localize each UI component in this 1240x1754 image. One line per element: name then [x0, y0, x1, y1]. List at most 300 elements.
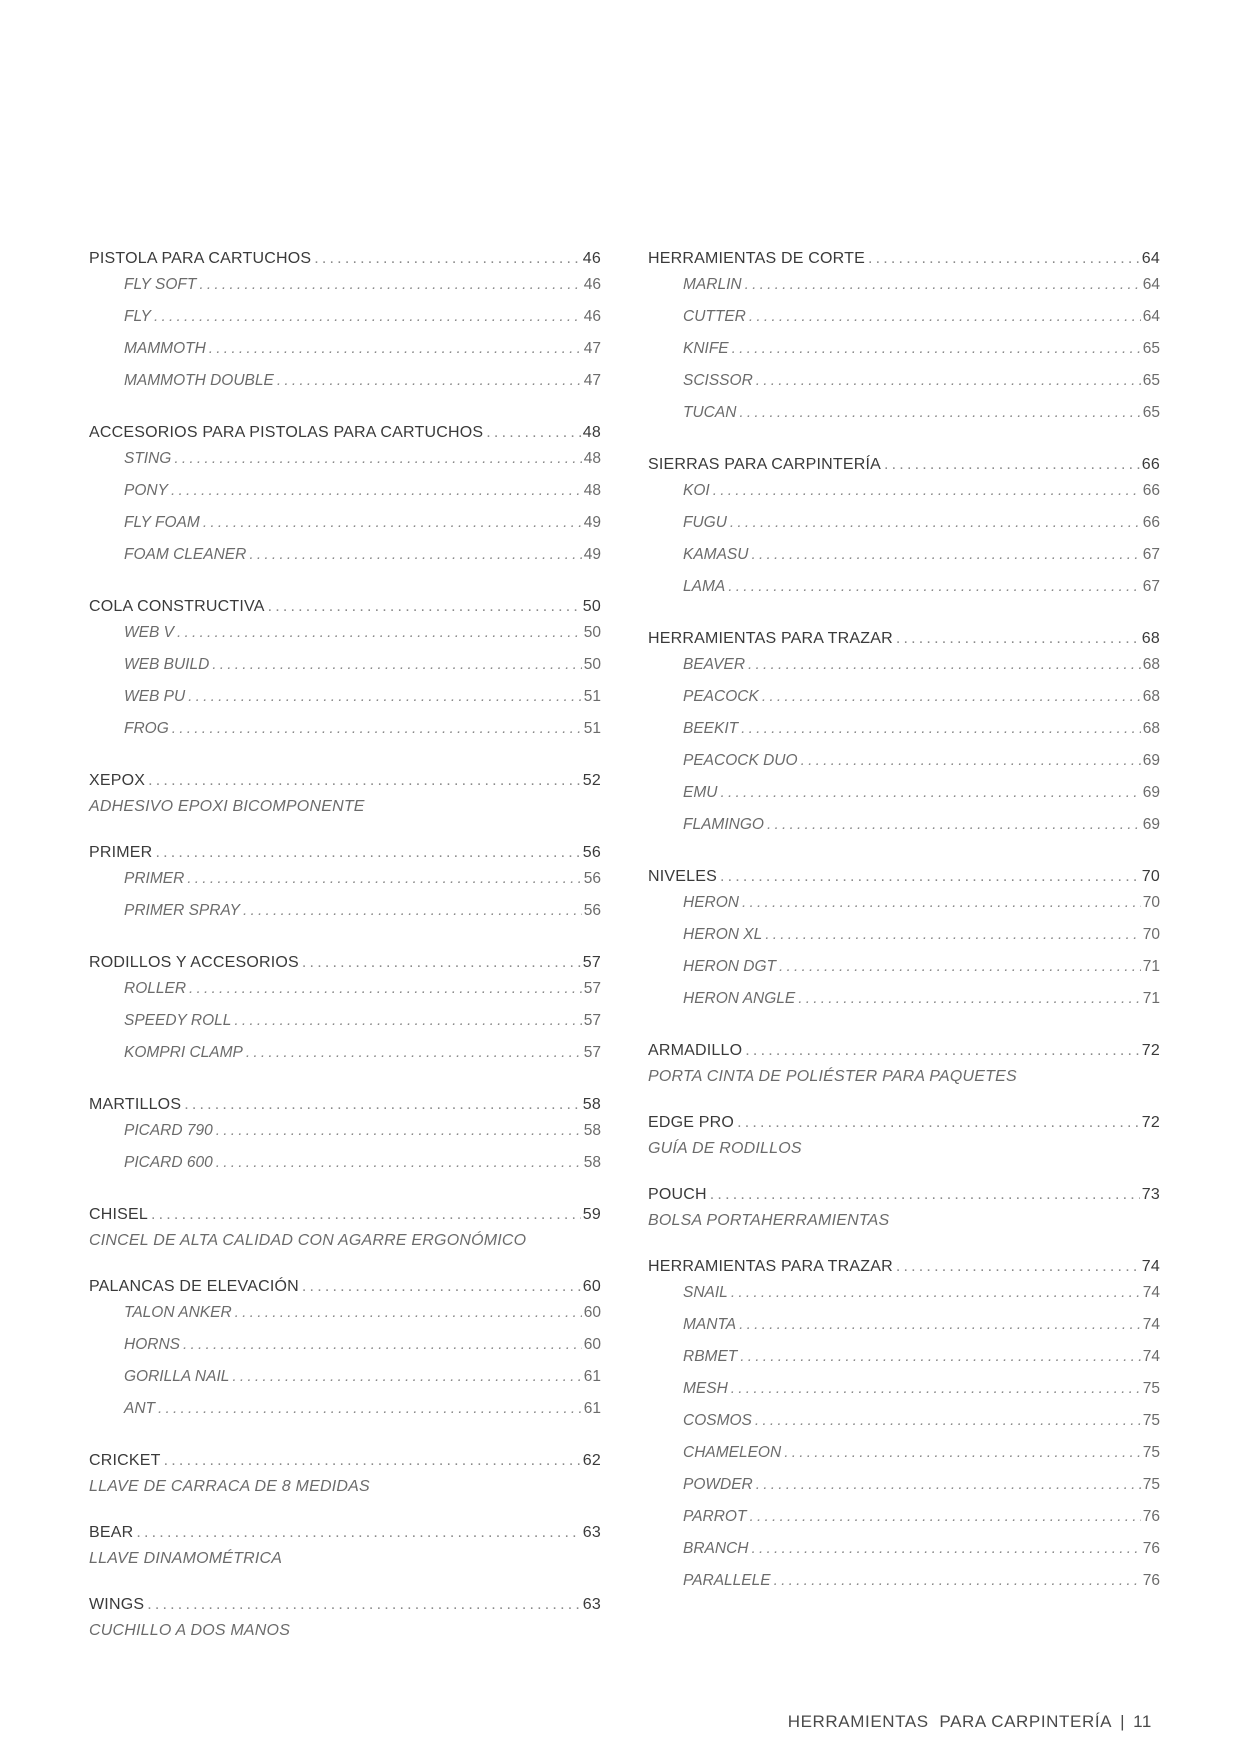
toc-item[interactable] — [89, 339, 601, 371]
toc-section — [89, 1523, 601, 1575]
toc-item-name: HERON — [683, 894, 739, 911]
toc-item-name: COSMOS — [683, 1412, 752, 1429]
toc-item-name: LAMA — [683, 578, 726, 595]
toc-item[interactable] — [89, 449, 601, 481]
toc-section-heading[interactable] — [648, 1257, 1160, 1283]
toc-item-page: 48 — [583, 482, 601, 499]
dot-leader — [154, 307, 582, 327]
toc-item-page: 56 — [583, 870, 601, 887]
toc-item-page: 69 — [1142, 784, 1160, 801]
toc-item-name: CHAMELEON — [683, 1444, 782, 1461]
toc-item[interactable] — [648, 687, 1160, 719]
toc-item-page: 46 — [583, 276, 601, 293]
toc-item-name: FLY FOAM — [124, 514, 200, 531]
toc-item-page: 64 — [1142, 308, 1160, 325]
toc-item-page: 56 — [583, 902, 601, 919]
toc-section — [89, 953, 601, 1075]
toc-item[interactable] — [648, 893, 1160, 925]
toc-item-page: 65 — [1142, 404, 1160, 421]
toc-section-heading[interactable] — [648, 455, 1160, 481]
toc-section-page: 74 — [1141, 1258, 1160, 1275]
dot-leader — [740, 1347, 1141, 1367]
toc-section-page: 60 — [582, 1278, 601, 1295]
dot-leader — [171, 481, 582, 501]
toc-item-page: 58 — [583, 1154, 601, 1171]
dot-leader — [164, 1451, 581, 1471]
toc-section-title: CHISEL — [89, 1206, 148, 1223]
dot-leader — [745, 275, 1141, 295]
toc-section-title: BEAR — [89, 1524, 134, 1541]
dot-leader — [302, 1277, 581, 1297]
toc-item-name: TALON ANKER — [124, 1304, 232, 1321]
toc-item-name: FOAM CLEANER — [124, 546, 247, 563]
toc-item-name: CUTTER — [683, 308, 746, 325]
toc-item-page: 57 — [583, 1012, 601, 1029]
toc-section-heading[interactable] — [89, 597, 601, 623]
toc-section-heading[interactable] — [89, 1277, 601, 1303]
toc-section-page: 63 — [582, 1524, 601, 1541]
toc-item[interactable] — [89, 545, 601, 577]
toc-item[interactable] — [89, 1399, 601, 1431]
toc-section-description: CINCEL DE ALTA CALIDAD CON AGARRE ERGONÓMICO — [89, 1232, 527, 1249]
toc-item[interactable] — [648, 577, 1160, 609]
dot-leader — [737, 1113, 1140, 1133]
dot-leader — [249, 545, 581, 565]
toc-item-page: 76 — [1142, 1540, 1160, 1557]
dot-leader — [765, 925, 1141, 945]
toc-section — [89, 843, 601, 933]
dot-leader — [710, 1185, 1140, 1205]
dot-leader — [314, 249, 581, 269]
toc-item[interactable] — [89, 513, 601, 545]
dot-leader — [731, 1283, 1141, 1303]
toc-item-page: 61 — [583, 1400, 601, 1417]
toc-item-page: 47 — [583, 372, 601, 389]
toc-item-page: 74 — [1142, 1316, 1160, 1333]
toc-item-page: 69 — [1142, 816, 1160, 833]
toc-item[interactable] — [89, 307, 601, 339]
toc-item-page: 66 — [1142, 482, 1160, 499]
toc-item[interactable] — [648, 1443, 1160, 1475]
toc-item[interactable] — [89, 371, 601, 403]
toc-section — [89, 1595, 601, 1647]
toc-item[interactable] — [89, 869, 601, 901]
toc-item[interactable] — [89, 1335, 601, 1367]
toc-section-page: 46 — [582, 250, 601, 267]
toc-section-heading[interactable] — [89, 953, 601, 979]
toc-item[interactable] — [648, 751, 1160, 783]
toc-item[interactable] — [89, 1153, 601, 1185]
dot-leader — [183, 1335, 582, 1355]
toc-section-page: 70 — [1141, 868, 1160, 885]
toc-item-name: PEACOCK — [683, 688, 759, 705]
toc-item-name: PRIMER SPRAY — [124, 902, 240, 919]
toc-section — [648, 1041, 1160, 1093]
toc-item-page: 57 — [583, 980, 601, 997]
toc-item-page: 75 — [1142, 1380, 1160, 1397]
toc-item-name: PARALLELE — [683, 1572, 771, 1589]
toc-item-page: 76 — [1142, 1508, 1160, 1525]
toc-section-heading[interactable] — [89, 1595, 601, 1621]
toc-item-page: 51 — [583, 688, 601, 705]
toc-section-description: PORTA CINTA DE POLIÉSTER PARA PAQUETES — [648, 1068, 1017, 1085]
toc-item[interactable] — [648, 1539, 1160, 1571]
dot-leader — [748, 655, 1141, 675]
toc-item[interactable] — [648, 815, 1160, 847]
toc-item[interactable] — [89, 481, 601, 513]
toc-item-name: FUGU — [683, 514, 727, 531]
footer-separator: | — [1120, 1712, 1126, 1731]
toc-section-title: NIVELES — [648, 868, 717, 885]
toc-section-heading[interactable] — [648, 629, 1160, 655]
footer-section-title: HERRAMIENTAS PARA CARPINTERÍA — [787, 1712, 1113, 1731]
dot-leader — [189, 979, 582, 999]
toc-item-name: MAMMOTH DOUBLE — [124, 372, 274, 389]
dot-leader — [158, 1399, 582, 1419]
toc-section-title: HERRAMIENTAS PARA TRAZAR — [648, 1258, 893, 1275]
dot-leader — [302, 953, 581, 973]
toc-section-description: LLAVE DINAMOMÉTRICA — [89, 1550, 283, 1567]
dot-leader — [730, 513, 1141, 533]
toc-section-heading[interactable] — [648, 1113, 1160, 1139]
toc-item[interactable] — [648, 925, 1160, 957]
dot-leader — [774, 1571, 1141, 1591]
toc-section — [89, 249, 601, 403]
toc-item-page: 67 — [1142, 578, 1160, 595]
dot-leader — [884, 455, 1140, 475]
dot-leader — [779, 957, 1141, 977]
dot-leader — [172, 719, 582, 739]
toc-item[interactable] — [89, 1367, 601, 1399]
toc-item-page: 57 — [583, 1044, 601, 1061]
toc-item-name: WEB PU — [124, 688, 186, 705]
dot-leader — [234, 1011, 581, 1031]
toc-item[interactable] — [648, 957, 1160, 989]
toc-section-description: CUCHILLO A DOS MANOS — [89, 1622, 291, 1639]
toc-section-description: BOLSA PORTAHERRAMIENTAS — [648, 1212, 890, 1229]
dot-leader — [212, 655, 581, 675]
toc-section — [89, 423, 601, 577]
toc-item-name: HORNS — [124, 1336, 180, 1353]
dot-leader — [216, 1121, 582, 1141]
toc-item-page: 61 — [583, 1368, 601, 1385]
dot-leader — [751, 545, 1140, 565]
toc-item-page: 68 — [1142, 720, 1160, 737]
toc-item[interactable] — [648, 1475, 1160, 1507]
toc-item-name: HERON ANGLE — [683, 990, 796, 1007]
dot-leader — [246, 1043, 582, 1063]
dot-leader — [235, 1303, 582, 1323]
toc-section-page: 66 — [1141, 456, 1160, 473]
toc-item-page: 64 — [1142, 276, 1160, 293]
toc-item-page: 46 — [583, 308, 601, 325]
dot-leader — [762, 687, 1141, 707]
toc-item-name: PICARD 600 — [124, 1154, 213, 1171]
dot-leader — [268, 597, 581, 617]
toc-item[interactable] — [648, 307, 1160, 339]
dot-leader — [209, 339, 582, 359]
toc-section-page: 68 — [1141, 630, 1160, 647]
toc-item-name: FLAMINGO — [683, 816, 764, 833]
toc-item-name: SCISSOR — [683, 372, 753, 389]
dot-leader — [896, 1257, 1140, 1277]
toc-item-page: 68 — [1142, 688, 1160, 705]
toc-section — [648, 867, 1160, 1021]
toc-item-name: SNAIL — [683, 1284, 728, 1301]
toc-section-title: ACCESORIOS PARA PISTOLAS PARA CARTUCHOS — [89, 424, 484, 441]
dot-leader — [486, 423, 581, 443]
toc-section-title: PRIMER — [89, 844, 153, 861]
toc-section-page: 58 — [582, 1096, 601, 1113]
toc-item-page: 58 — [583, 1122, 601, 1139]
toc-section-heading[interactable] — [89, 771, 601, 797]
toc-section — [89, 1205, 601, 1257]
toc-item-page: 71 — [1142, 990, 1160, 1007]
dot-leader — [720, 783, 1140, 803]
toc-item-name: KOI — [683, 482, 710, 499]
dot-leader — [188, 687, 582, 707]
toc-item[interactable] — [648, 403, 1160, 435]
dot-leader — [745, 1041, 1140, 1061]
page-footer — [788, 1712, 1152, 1732]
footer-page-number: 11 — [1133, 1712, 1152, 1731]
toc-section-title: PALANCAS DE ELEVACIÓN — [89, 1278, 299, 1295]
dot-leader — [739, 403, 1140, 423]
toc-section-title: PISTOLA PARA CARTUCHOS — [89, 250, 312, 267]
dot-leader — [731, 1379, 1141, 1399]
dot-leader — [756, 371, 1141, 391]
toc-section — [89, 771, 601, 823]
toc-item[interactable] — [89, 655, 601, 687]
toc-item-name: WEB BUILD — [124, 656, 210, 673]
toc-section-description: ADHESIVO EPOXI BICOMPONENTE — [89, 798, 365, 815]
toc-item-page: 75 — [1142, 1476, 1160, 1493]
toc-section-heading[interactable] — [648, 1185, 1160, 1211]
toc-item-name: STING — [124, 450, 172, 467]
dot-leader — [203, 513, 582, 533]
toc-item[interactable] — [648, 1347, 1160, 1379]
dot-leader — [216, 1153, 582, 1173]
toc-item[interactable] — [648, 1379, 1160, 1411]
toc-item[interactable] — [648, 989, 1160, 1021]
dot-leader — [243, 901, 582, 921]
dot-leader — [155, 843, 580, 863]
toc-item[interactable] — [648, 719, 1160, 751]
toc-item-page: 60 — [583, 1304, 601, 1321]
toc-item-name: MAMMOTH — [124, 340, 206, 357]
dot-leader — [232, 1367, 581, 1387]
toc-section — [648, 249, 1160, 435]
dot-leader — [177, 623, 582, 643]
toc-item-page: 70 — [1142, 894, 1160, 911]
toc-item[interactable] — [648, 371, 1160, 403]
toc-section — [89, 1451, 601, 1503]
toc-item-page: 65 — [1142, 372, 1160, 389]
toc-section — [89, 1095, 601, 1185]
toc-section-page: 72 — [1141, 1114, 1160, 1131]
toc-section — [648, 1113, 1160, 1165]
toc-item-name: WEB V — [124, 624, 174, 641]
toc-section-heading[interactable] — [89, 843, 601, 869]
toc-item-name: FROG — [124, 720, 169, 737]
dot-leader — [798, 989, 1140, 1009]
toc-item-name: BEEKIT — [683, 720, 739, 737]
toc-item-name: PEACOCK DUO — [683, 752, 798, 769]
dot-leader — [896, 629, 1140, 649]
toc-item-name: KOMPRI CLAMP — [124, 1044, 243, 1061]
dot-leader — [784, 1443, 1141, 1463]
toc-item-name: TUCAN — [683, 404, 737, 421]
dot-leader — [720, 867, 1140, 887]
toc-item[interactable] — [648, 783, 1160, 815]
toc-item-page: 50 — [583, 656, 601, 673]
toc-section-heading[interactable] — [648, 249, 1160, 275]
toc-item-name: HERON XL — [683, 926, 763, 943]
dot-leader — [713, 481, 1141, 501]
dot-leader — [868, 249, 1140, 269]
toc-section-title: RODILLOS Y ACCESORIOS — [89, 954, 299, 971]
toc-item[interactable] — [648, 655, 1160, 687]
toc-item[interactable] — [648, 1315, 1160, 1347]
toc-item-name: ROLLER — [124, 980, 187, 997]
dot-leader — [277, 371, 582, 391]
toc-item-name: KNIFE — [683, 340, 729, 357]
toc-section-page: 52 — [582, 772, 601, 789]
toc-item-page: 48 — [583, 450, 601, 467]
toc-section-title: XEPOX — [89, 772, 146, 789]
toc-item[interactable] — [648, 1411, 1160, 1443]
toc-item-name: PONY — [124, 482, 168, 499]
dot-leader — [147, 1595, 581, 1615]
toc-section-heading[interactable] — [648, 1041, 1160, 1067]
toc-item[interactable] — [89, 901, 601, 933]
toc-section-page: 48 — [582, 424, 601, 441]
dot-leader — [151, 1205, 581, 1225]
dot-leader — [756, 1475, 1141, 1495]
toc-item-page: 49 — [583, 546, 601, 563]
toc-item-page: 69 — [1142, 752, 1160, 769]
toc-item[interactable] — [89, 1121, 601, 1153]
toc-item[interactable] — [648, 481, 1160, 513]
toc-section-page: 50 — [582, 598, 601, 615]
dot-leader — [199, 275, 581, 295]
toc-item[interactable] — [89, 719, 601, 751]
toc-item[interactable] — [89, 979, 601, 1011]
dot-leader — [187, 869, 581, 889]
toc-item[interactable] — [648, 545, 1160, 577]
dot-leader — [749, 307, 1141, 327]
toc-item-page: 51 — [583, 720, 601, 737]
toc-section-title: WINGS — [89, 1596, 145, 1613]
toc-section — [648, 455, 1160, 609]
toc-section-page: 72 — [1141, 1042, 1160, 1059]
toc-item[interactable] — [89, 1043, 601, 1075]
toc-item-name: PARROT — [683, 1508, 747, 1525]
dot-leader — [801, 751, 1141, 771]
toc-item[interactable] — [89, 687, 601, 719]
toc-section — [89, 1277, 601, 1431]
toc-section-heading[interactable] — [89, 1205, 601, 1231]
toc-item[interactable] — [89, 275, 601, 307]
dot-leader — [755, 1411, 1141, 1431]
dot-leader — [742, 893, 1141, 913]
toc-section-heading[interactable] — [89, 1451, 601, 1477]
toc-item-page: 68 — [1142, 656, 1160, 673]
toc-item-name: POWDER — [683, 1476, 753, 1493]
toc-item-page: 71 — [1142, 958, 1160, 975]
dot-leader — [749, 1507, 1140, 1527]
toc-section-page: 64 — [1141, 250, 1160, 267]
toc-column-left — [89, 249, 601, 1667]
toc-section-title: EDGE PRO — [648, 1114, 735, 1131]
dot-leader — [728, 577, 1141, 597]
dot-leader — [739, 1315, 1141, 1335]
toc-item[interactable] — [89, 623, 601, 655]
toc-item-name: KAMASU — [683, 546, 749, 563]
dot-leader — [741, 719, 1141, 739]
toc-section-heading[interactable] — [89, 1523, 601, 1549]
toc-item-name: RBMET — [683, 1348, 738, 1365]
toc-section-heading[interactable] — [89, 423, 601, 449]
toc-item[interactable] — [648, 339, 1160, 371]
toc-item-name: PRIMER — [124, 870, 185, 887]
toc-section-title: POUCH — [648, 1186, 707, 1203]
toc-item-name: BEAVER — [683, 656, 746, 673]
toc-item-page: 49 — [583, 514, 601, 531]
toc-item-name: MESH — [683, 1380, 728, 1397]
toc-item[interactable] — [89, 1011, 601, 1043]
toc-item-name: FLY SOFT — [124, 276, 197, 293]
dot-leader — [174, 449, 581, 469]
toc-item[interactable] — [648, 513, 1160, 545]
toc-section — [648, 1257, 1160, 1603]
toc-item-name: ANT — [124, 1400, 155, 1417]
dot-leader — [732, 339, 1141, 359]
toc-item[interactable] — [648, 1283, 1160, 1315]
toc-section-description: LLAVE DE CARRACA DE 8 MEDIDAS — [89, 1478, 370, 1495]
toc-item[interactable] — [89, 1303, 601, 1335]
toc-section-title: SIERRAS PARA CARPINTERÍA — [648, 456, 882, 473]
toc-section-title: ARMADILLO — [648, 1042, 743, 1059]
toc-section-heading[interactable] — [648, 867, 1160, 893]
dot-leader — [148, 771, 581, 791]
toc-section — [89, 597, 601, 751]
toc-item[interactable] — [648, 1507, 1160, 1539]
toc-item-page: 70 — [1142, 926, 1160, 943]
toc-item-name: PICARD 790 — [124, 1122, 213, 1139]
dot-leader — [184, 1095, 581, 1115]
toc-item-name: HERON DGT — [683, 958, 776, 975]
dot-leader — [767, 815, 1141, 835]
toc-item-name: FLY — [124, 308, 152, 325]
toc-item[interactable] — [648, 1571, 1160, 1603]
toc-section — [648, 629, 1160, 847]
toc-item-page: 60 — [583, 1336, 601, 1353]
toc-item[interactable] — [648, 275, 1160, 307]
toc-section-heading[interactable] — [89, 249, 601, 275]
toc-section-page: 73 — [1141, 1186, 1160, 1203]
toc-section-page: 63 — [582, 1596, 601, 1613]
toc-section-title: MARTILLOS — [89, 1096, 182, 1113]
toc-item-page: 66 — [1142, 514, 1160, 531]
toc-item-name: MANTA — [683, 1316, 737, 1333]
toc-item-page: 47 — [583, 340, 601, 357]
toc-item-name: MARLIN — [683, 276, 742, 293]
toc-section-description: GUÍA DE RODILLOS — [648, 1140, 802, 1157]
toc-section-heading[interactable] — [89, 1095, 601, 1121]
toc-item-page: 50 — [583, 624, 601, 641]
toc-item-name: EMU — [683, 784, 718, 801]
